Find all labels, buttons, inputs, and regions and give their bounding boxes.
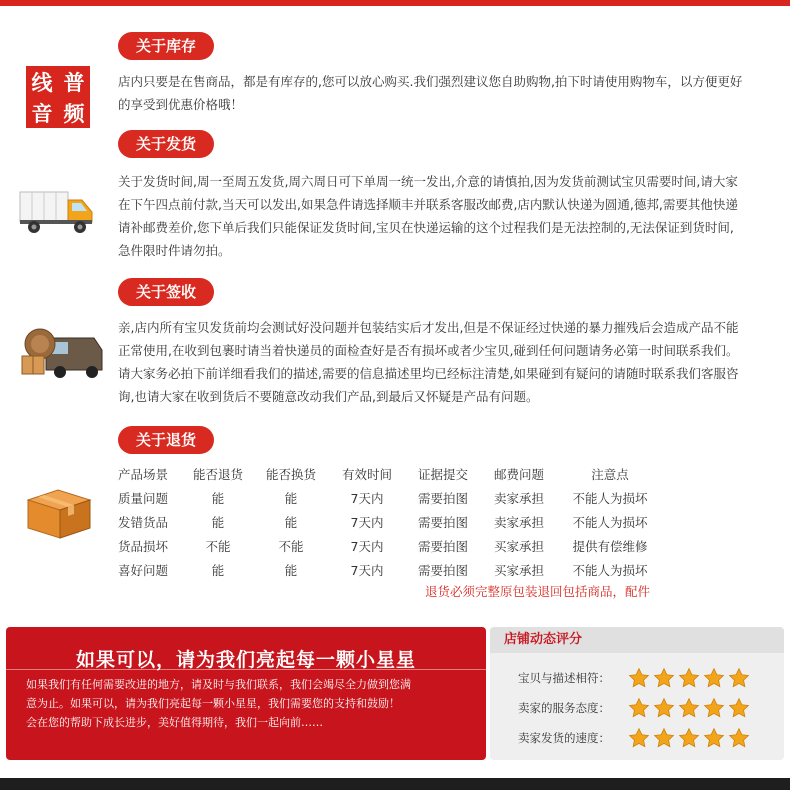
column-header: 能否退货 <box>192 467 243 482</box>
table-cell: 能 <box>284 515 298 530</box>
receipt-section-title: 关于签收 <box>118 278 214 306</box>
rating-title: 店铺动态评分 <box>490 627 784 653</box>
text-line: 请大家务必拍下前详细看我们的描述,需要的信息描述里均已经标注清楚,如果碰到有疑问的请随时联系我们客服咨 <box>118 366 739 381</box>
text-line: 请补邮费差价,您下单后我们只能保证发货时间,宝贝在快递运输的这个过程我们是无法控制的,无法保证到货时间, <box>118 220 734 235</box>
star-icon <box>653 697 675 719</box>
star-icon <box>703 697 725 719</box>
table-row <box>118 558 658 582</box>
stock-text <box>118 70 778 116</box>
appeal-headline: 如果可以，请为我们亮起每一颗小星星 <box>75 649 416 671</box>
shipping-text <box>118 170 778 262</box>
table-cell: 质量问题 <box>118 491 169 506</box>
table-cell: 喜好问题 <box>118 563 169 578</box>
text-line: 急件限时件请勿拍。 <box>118 243 231 258</box>
returns-table <box>118 462 658 582</box>
text-line: 亲,店内所有宝贝发货前均会测试好没问题并包装结实后才发出,但是不保证经过快递的暴力摧残后会造成产品不能 <box>118 320 739 335</box>
rating-row <box>490 666 784 692</box>
column-header: 能否换货 <box>265 467 316 482</box>
star-icon <box>678 667 700 689</box>
table-cell: 不能 <box>205 539 231 554</box>
table-cell: 发错货品 <box>118 515 169 530</box>
receipt-text <box>118 316 778 408</box>
table-cell: 7天内 <box>350 563 384 578</box>
table-cell: 需要拍图 <box>417 563 468 578</box>
text-line: 询,也请大家在收到货后不要随意改动我们产品,到最后又怀疑是产品有问题。 <box>118 389 539 404</box>
table-row <box>118 510 658 534</box>
table-cell: 卖家承担 <box>493 515 544 530</box>
column-header: 产品场景 <box>118 467 169 482</box>
cardboard-box-icon <box>24 484 94 544</box>
text-line: 在下午四点前付款,当天可以发出,如果急件请选择顺丰并联系客服改邮费,店内默认快递为圆通,德邦,需要其他快递 <box>118 197 738 212</box>
brand-char: 线 <box>31 69 53 95</box>
star-icon <box>653 667 675 689</box>
star-icon <box>678 697 700 719</box>
truck-icon <box>18 186 98 240</box>
star-group <box>628 667 750 689</box>
table-cell: 7天内 <box>350 539 384 554</box>
star-icon <box>703 667 725 689</box>
table-cell: 买家承担 <box>493 539 544 554</box>
returns-note: 退货必须完整原包装退回包括商品，配件 <box>424 584 650 599</box>
star-icon <box>678 727 700 749</box>
rating-label: 宝贝与描述相符： <box>518 671 610 685</box>
table-cell: 需要拍图 <box>417 539 468 554</box>
returns-section-title: 关于退货 <box>118 426 214 454</box>
table-cell: 7天内 <box>350 491 384 506</box>
rating-label: 卖家的服务态度： <box>518 701 610 715</box>
text-line: 的享受到优惠价格哦！ <box>118 97 244 112</box>
table-cell: 7天内 <box>350 515 384 530</box>
star-icon <box>628 667 650 689</box>
star-icon <box>628 697 650 719</box>
table-cell: 卖家承担 <box>493 491 544 506</box>
rating-row <box>490 696 784 722</box>
text-line: 意为止。如果可以，请为我们亮起每一颗小星星，我们需要您的支持和鼓励！ <box>26 697 400 710</box>
appeal-message <box>26 675 476 732</box>
table-header-row <box>118 462 658 486</box>
column-header: 证据提交 <box>417 467 468 482</box>
brand-char: 频 <box>63 100 85 126</box>
table-cell: 能 <box>211 515 225 530</box>
rating-label: 卖家发货的速度： <box>518 731 610 745</box>
star-icon <box>728 727 750 749</box>
table-cell: 不能人为损坏 <box>572 491 648 506</box>
table-cell: 不能人为损坏 <box>572 515 648 530</box>
table-cell: 货品损坏 <box>118 539 169 554</box>
table-cell: 买家承担 <box>493 563 544 578</box>
package-delivery-icon <box>16 324 106 384</box>
star-group <box>628 697 750 719</box>
table-row <box>118 486 658 510</box>
bottom-bar <box>0 778 790 790</box>
divider <box>6 669 486 670</box>
table-cell: 需要拍图 <box>417 491 468 506</box>
table-cell: 不能 <box>278 539 304 554</box>
text-line: 会在您的帮助下成长进步，美好值得期待，我们一起向前…… <box>26 716 323 729</box>
shop-rating-panel <box>490 627 784 760</box>
column-header: 有效时间 <box>341 467 392 482</box>
table-cell: 能 <box>211 563 225 578</box>
star-icon <box>728 667 750 689</box>
table-cell: 需要拍图 <box>417 515 468 530</box>
brand-char: 音 <box>31 100 53 126</box>
top-accent-bar <box>0 0 790 6</box>
star-group <box>628 727 750 749</box>
column-header: 邮费问题 <box>493 467 544 482</box>
star-icon <box>628 727 650 749</box>
star-icon <box>703 727 725 749</box>
star-icon <box>728 697 750 719</box>
star-icon <box>653 727 675 749</box>
table-cell: 能 <box>211 491 225 506</box>
rating-row <box>490 726 784 752</box>
text-line: 店内只要是在售商品，都是有库存的,您可以放心购买.我们强烈建议您自助购物,拍下时请使用购物车，以方便更好 <box>118 74 743 89</box>
table-cell: 提供有偿维修 <box>572 539 648 554</box>
table-row <box>118 534 658 558</box>
table-cell: 能 <box>284 491 298 506</box>
text-line: 如果我们有任何需要改进的地方，请及时与我们联系，我们会竭尽全力做到您满 <box>26 678 411 691</box>
text-line: 正常使用,在收到包裹时请当着快递员的面检查好是否有损坏或者少宝贝,碰到任何问题请务必第一时间联系我们。 <box>118 343 739 358</box>
text-line: 关于发货时间,周一至周五发货,周六周日可下单周一统一发出,介意的请慎拍,因为发货前测试宝贝需要时间,请大家 <box>118 174 738 189</box>
brand-char: 普 <box>63 69 85 95</box>
stock-section-title: 关于库存 <box>118 32 214 60</box>
appeal-panel <box>6 627 486 760</box>
shipping-section-title: 关于发货 <box>118 130 214 158</box>
table-cell: 不能人为损坏 <box>572 563 648 578</box>
column-header: 注意点 <box>591 467 629 482</box>
table-cell: 能 <box>284 563 298 578</box>
brand-logo <box>26 66 90 128</box>
